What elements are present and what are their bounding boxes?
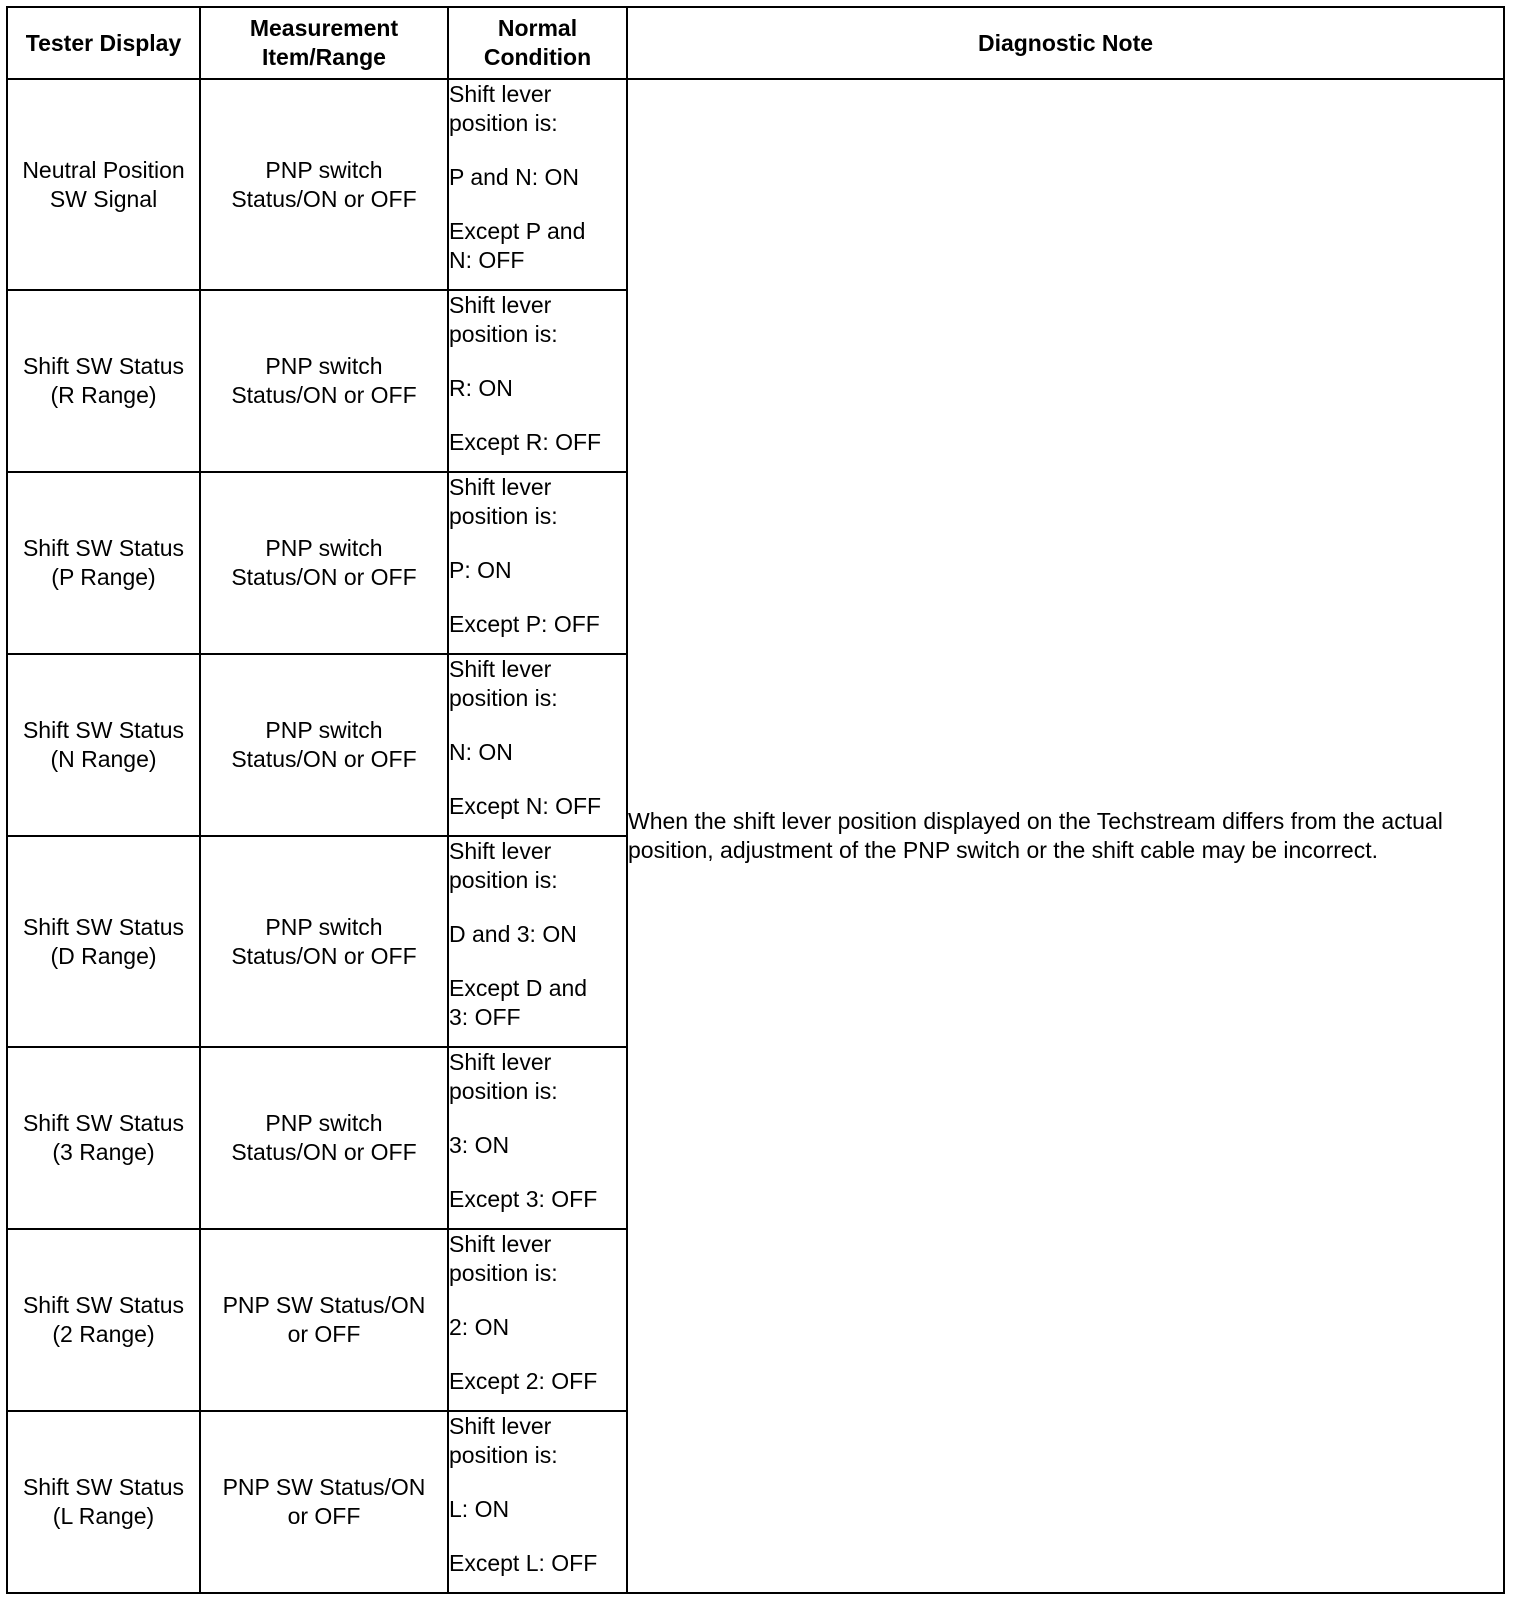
display-line1: Neutral Position — [22, 156, 185, 183]
cell-measurement-item — [200, 1411, 448, 1593]
cell-tester-display — [7, 654, 200, 836]
display-line1: Shift SW Status — [22, 1474, 185, 1500]
condition-intro-line1: Shift lever — [449, 838, 552, 864]
item-line2: Status/ON or OFF — [231, 382, 417, 408]
condition-off-line1: Except R: OFF — [449, 429, 602, 455]
item-line1: PNP switch — [265, 156, 383, 183]
condition-off-line1: Except L: OFF — [449, 1550, 598, 1576]
condition-on: N: ON — [449, 739, 513, 765]
condition-intro — [449, 80, 626, 138]
item-line1: PNP switch — [265, 1110, 383, 1136]
condition-intro-line2: position is: — [449, 1260, 558, 1286]
condition-intro-line2: position is: — [449, 867, 558, 893]
condition-intro-line2: position is: — [449, 503, 558, 529]
condition-off — [449, 217, 626, 275]
condition-intro-line2: position is: — [449, 1078, 558, 1104]
cell-measurement-item — [200, 654, 448, 836]
condition-intro — [449, 655, 626, 713]
item-line1: PNP switch — [265, 913, 383, 940]
condition-on: 3: ON — [449, 1132, 510, 1158]
condition-on: P: ON — [449, 557, 512, 583]
cell-measurement-item — [200, 290, 448, 472]
display-line2: (L Range) — [52, 1503, 155, 1529]
condition-off-line1: Except 2: OFF — [449, 1368, 598, 1394]
condition-intro — [449, 1230, 626, 1288]
cell-measurement-item — [200, 79, 448, 290]
table-row — [7, 79, 1504, 290]
cell-measurement-item — [200, 1047, 448, 1229]
condition-intro — [449, 473, 626, 531]
condition-intro-line1: Shift lever — [449, 474, 552, 500]
condition-intro-line1: Shift lever — [449, 81, 552, 107]
header-measurement-item — [200, 7, 448, 79]
condition-intro — [449, 1412, 626, 1470]
cell-normal-condition — [448, 1229, 627, 1411]
condition-intro-line1: Shift lever — [449, 1413, 552, 1439]
item-line1: PNP SW Status/ON — [222, 1474, 426, 1500]
header-measurement-line1: Measurement — [249, 15, 399, 41]
item-line1: PNP switch — [265, 353, 383, 379]
condition-off — [449, 974, 626, 1032]
item-line2: Status/ON or OFF — [231, 185, 417, 212]
display-line2: (R Range) — [50, 382, 157, 408]
display-line1: Shift SW Status — [22, 1110, 185, 1136]
condition-intro-line1: Shift lever — [449, 656, 552, 682]
cell-tester-display — [7, 290, 200, 472]
cell-normal-condition — [448, 654, 627, 836]
cell-normal-condition — [448, 1047, 627, 1229]
cell-tester-display — [7, 1047, 200, 1229]
condition-off-line1: Except N: OFF — [449, 793, 602, 819]
cell-normal-condition — [448, 472, 627, 654]
condition-off-line1: Except P: OFF — [449, 611, 600, 637]
condition-off — [449, 1185, 626, 1214]
condition-intro-line1: Shift lever — [449, 292, 552, 318]
condition-intro — [449, 291, 626, 349]
display-line2: (3 Range) — [52, 1139, 155, 1165]
condition-off — [449, 428, 626, 457]
condition-on: D and 3: ON — [449, 921, 577, 947]
cell-measurement-item — [200, 472, 448, 654]
cell-diagnostic-note: When the shift lever position displayed on the Techstream differs from the actual position, adjustment of the PNP switch or the shift cable may be incorrect. — [627, 79, 1504, 1593]
cell-normal-condition — [448, 79, 627, 290]
display-line2: (N Range) — [50, 746, 157, 772]
condition-off — [449, 1367, 626, 1396]
display-line1: Shift SW Status — [22, 1292, 185, 1318]
header-diagnostic-note: Diagnostic Note — [627, 7, 1504, 79]
header-tester-display: Tester Display — [7, 7, 200, 79]
item-line2: or OFF — [287, 1503, 361, 1529]
display-line1: Shift SW Status — [22, 535, 185, 561]
cell-normal-condition — [448, 1411, 627, 1593]
cell-tester-display — [7, 472, 200, 654]
cell-tester-display — [7, 1411, 200, 1593]
condition-on: L: ON — [449, 1496, 510, 1522]
cell-measurement-item — [200, 1229, 448, 1411]
condition-off-line1: Except D and — [449, 975, 588, 1001]
item-line1: PNP SW Status/ON — [222, 1292, 426, 1318]
item-line2: Status/ON or OFF — [231, 746, 417, 772]
display-line2: (P Range) — [51, 564, 156, 590]
data-list-table — [6, 6, 1505, 1594]
condition-intro — [449, 837, 626, 895]
display-line2: SW Signal — [49, 185, 158, 212]
cell-tester-display — [7, 836, 200, 1047]
item-line2: Status/ON or OFF — [231, 942, 417, 969]
item-line2: Status/ON or OFF — [231, 564, 417, 590]
cell-normal-condition — [448, 290, 627, 472]
condition-intro-line1: Shift lever — [449, 1049, 552, 1075]
condition-off — [449, 1549, 626, 1578]
display-line2: (D Range) — [50, 942, 157, 969]
condition-off-line2: 3: OFF — [449, 1004, 521, 1030]
condition-on: R: ON — [449, 375, 513, 401]
cell-tester-display — [7, 1229, 200, 1411]
item-line2: or OFF — [287, 1321, 361, 1347]
condition-off-line1: Except 3: OFF — [449, 1186, 598, 1212]
cell-measurement-item — [200, 836, 448, 1047]
cell-tester-display — [7, 79, 200, 290]
cell-normal-condition — [448, 836, 627, 1047]
display-line2: (2 Range) — [52, 1321, 155, 1347]
condition-on: P and N: ON — [449, 164, 579, 190]
header-measurement-line2: Item/Range — [262, 44, 386, 70]
condition-off-line2: N: OFF — [449, 247, 525, 273]
display-line1: Shift SW Status — [22, 717, 185, 743]
table-header-row — [7, 7, 1504, 79]
condition-intro — [449, 1048, 626, 1106]
item-line2: Status/ON or OFF — [231, 1139, 417, 1165]
item-line1: PNP switch — [265, 717, 383, 743]
condition-intro-line1: Shift lever — [449, 1231, 552, 1257]
display-line1: Shift SW Status — [22, 913, 185, 940]
condition-off-line1: Except P and — [449, 218, 586, 244]
condition-intro-line2: position is: — [449, 110, 558, 136]
header-condition-line2: Condition — [483, 44, 592, 70]
condition-off — [449, 610, 626, 639]
condition-off — [449, 792, 626, 821]
header-normal-condition — [448, 7, 627, 79]
item-line1: PNP switch — [265, 535, 383, 561]
display-line1: Shift SW Status — [22, 353, 185, 379]
condition-on: 2: ON — [449, 1314, 510, 1340]
header-condition-line1: Normal — [497, 15, 578, 41]
condition-intro-line2: position is: — [449, 685, 558, 711]
condition-intro-line2: position is: — [449, 1442, 558, 1468]
condition-intro-line2: position is: — [449, 321, 558, 347]
